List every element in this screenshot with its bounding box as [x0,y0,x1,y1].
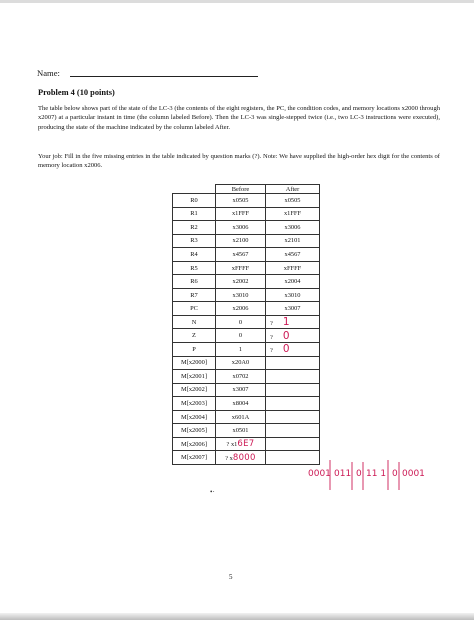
after-cell: x3010 [266,288,320,302]
stray-mark: •· [210,488,215,496]
after-cell: x3006 [266,221,320,235]
after-cell: x2101 [266,234,320,248]
row-label: N [173,315,216,329]
table-row [173,302,320,316]
page-number: 5 [229,573,233,581]
name-blank-line [70,76,258,77]
table-row [173,207,320,221]
handwritten-answer: 0 [282,343,290,356]
row-label: R2 [173,221,216,235]
row-label: PC [173,302,216,316]
before-cell: 1 [216,343,266,357]
table-row [173,410,320,424]
binary-group-3: 0 [356,469,362,479]
handwritten-answer: 8000 [232,452,256,463]
row-label: M[x2001] [173,370,216,384]
binary-group-6: 0001 [402,469,425,479]
before-cell: 0 [216,329,266,343]
table-row [173,397,320,411]
table-row [173,370,320,384]
before-cell: x2100 [216,234,266,248]
row-label: Z [173,329,216,343]
before-cell: x20A0 [216,356,266,370]
before-cell [216,437,266,451]
name-label: Name: [37,68,60,78]
before-cell: x4567 [216,248,266,262]
problem-title: Problem 4 (10 points) [38,88,115,97]
row-label: M[x2000] [173,356,216,370]
row-label: R1 [173,207,216,221]
row-label: M[x2002] [173,383,216,397]
row-label: R4 [173,248,216,262]
row-label: R0 [173,194,216,208]
binary-group-5: 0 [392,469,398,479]
table-row [173,275,320,289]
table-row [173,261,320,275]
handwritten-answer: 0 [282,329,290,342]
binary-group-2: 011 [334,469,352,479]
scan-edge-top [0,0,474,3]
row-label: M[x2007] [173,451,216,465]
after-cell [266,356,320,370]
table-row [173,221,320,235]
row-label: M[x2005] [173,424,216,438]
before-cell: x3007 [216,383,266,397]
table-row [173,315,320,329]
before-cell: x3006 [216,221,266,235]
row-label: M[x2003] [173,397,216,411]
header-blank [173,185,216,194]
table-body [173,194,320,465]
after-cell [266,343,320,357]
table-row [173,383,320,397]
before-cell: x2006 [216,302,266,316]
after-cell [266,410,320,424]
lc3-state-table [172,184,320,465]
row-label: R6 [173,275,216,289]
after-cell: x0505 [266,194,320,208]
question-mark-prefix: ? x [225,454,233,462]
after-cell [266,329,320,343]
header-before: Before [216,185,266,194]
handwritten-binary-work [306,456,436,496]
after-cell [266,397,320,411]
after-cell [266,437,320,451]
table-row [173,234,320,248]
after-cell: x3007 [266,302,320,316]
question-mark-prefix: ? x1 [226,441,238,449]
table-row [173,437,320,451]
table-row [173,424,320,438]
row-label: P [173,343,216,357]
before-cell: x0505 [216,194,266,208]
after-cell: x2004 [266,275,320,289]
binary-group-1: 0001 [308,469,331,479]
before-cell: x3010 [216,288,266,302]
question-mark-prefix: ? [270,320,273,328]
row-label: M[x2006] [173,437,216,451]
after-cell [266,424,320,438]
scan-edge-bottom [0,613,474,620]
header-after: After [266,185,320,194]
row-label: R3 [173,234,216,248]
table-row [173,194,320,208]
table-row [173,343,320,357]
row-label: R7 [173,288,216,302]
question-mark-prefix: ? [270,333,273,341]
before-cell: x0501 [216,424,266,438]
before-cell: x601A [216,410,266,424]
before-cell: x1FFF [216,207,266,221]
after-cell: x1FFF [266,207,320,221]
table-row [173,451,320,465]
table-row [173,288,320,302]
handwritten-answer: 6E7 [237,439,255,450]
before-cell: x0702 [216,370,266,384]
after-cell: xFFFF [266,261,320,275]
after-cell: x4567 [266,248,320,262]
handwritten-answer: 1 [282,316,290,329]
before-cell: 0 [216,315,266,329]
problem-description: The table below shows part of the state of the LC-3 (the contents of the eight registers, the PC, the condition codes, and memory locations x2000 through x2007) at a particular instant in time (the column labeled Before). Then the LC-3 was single-stepped twice (i.e., two LC-3 instructions were executed), producing the state of the machine indicated by the column labeled After. [38,105,440,131]
after-cell [266,315,320,329]
table-header-row [173,185,320,194]
row-label: R5 [173,261,216,275]
before-cell: xFFFF [216,261,266,275]
after-cell [266,383,320,397]
after-cell [266,370,320,384]
before-cell [216,451,266,465]
problem-instructions: Your job: Fill in the five missing entries in the table indicated by question marks (?). Note: We have supplied the high-order hex digit for the contents of memory location x2006. [38,153,440,170]
before-cell: x2002 [216,275,266,289]
row-label: M[x2004] [173,410,216,424]
table-row [173,329,320,343]
table-row [173,356,320,370]
table-row [173,248,320,262]
before-cell: x8004 [216,397,266,411]
question-mark-prefix: ? [270,347,273,355]
binary-group-4: 11 1 [366,469,387,479]
